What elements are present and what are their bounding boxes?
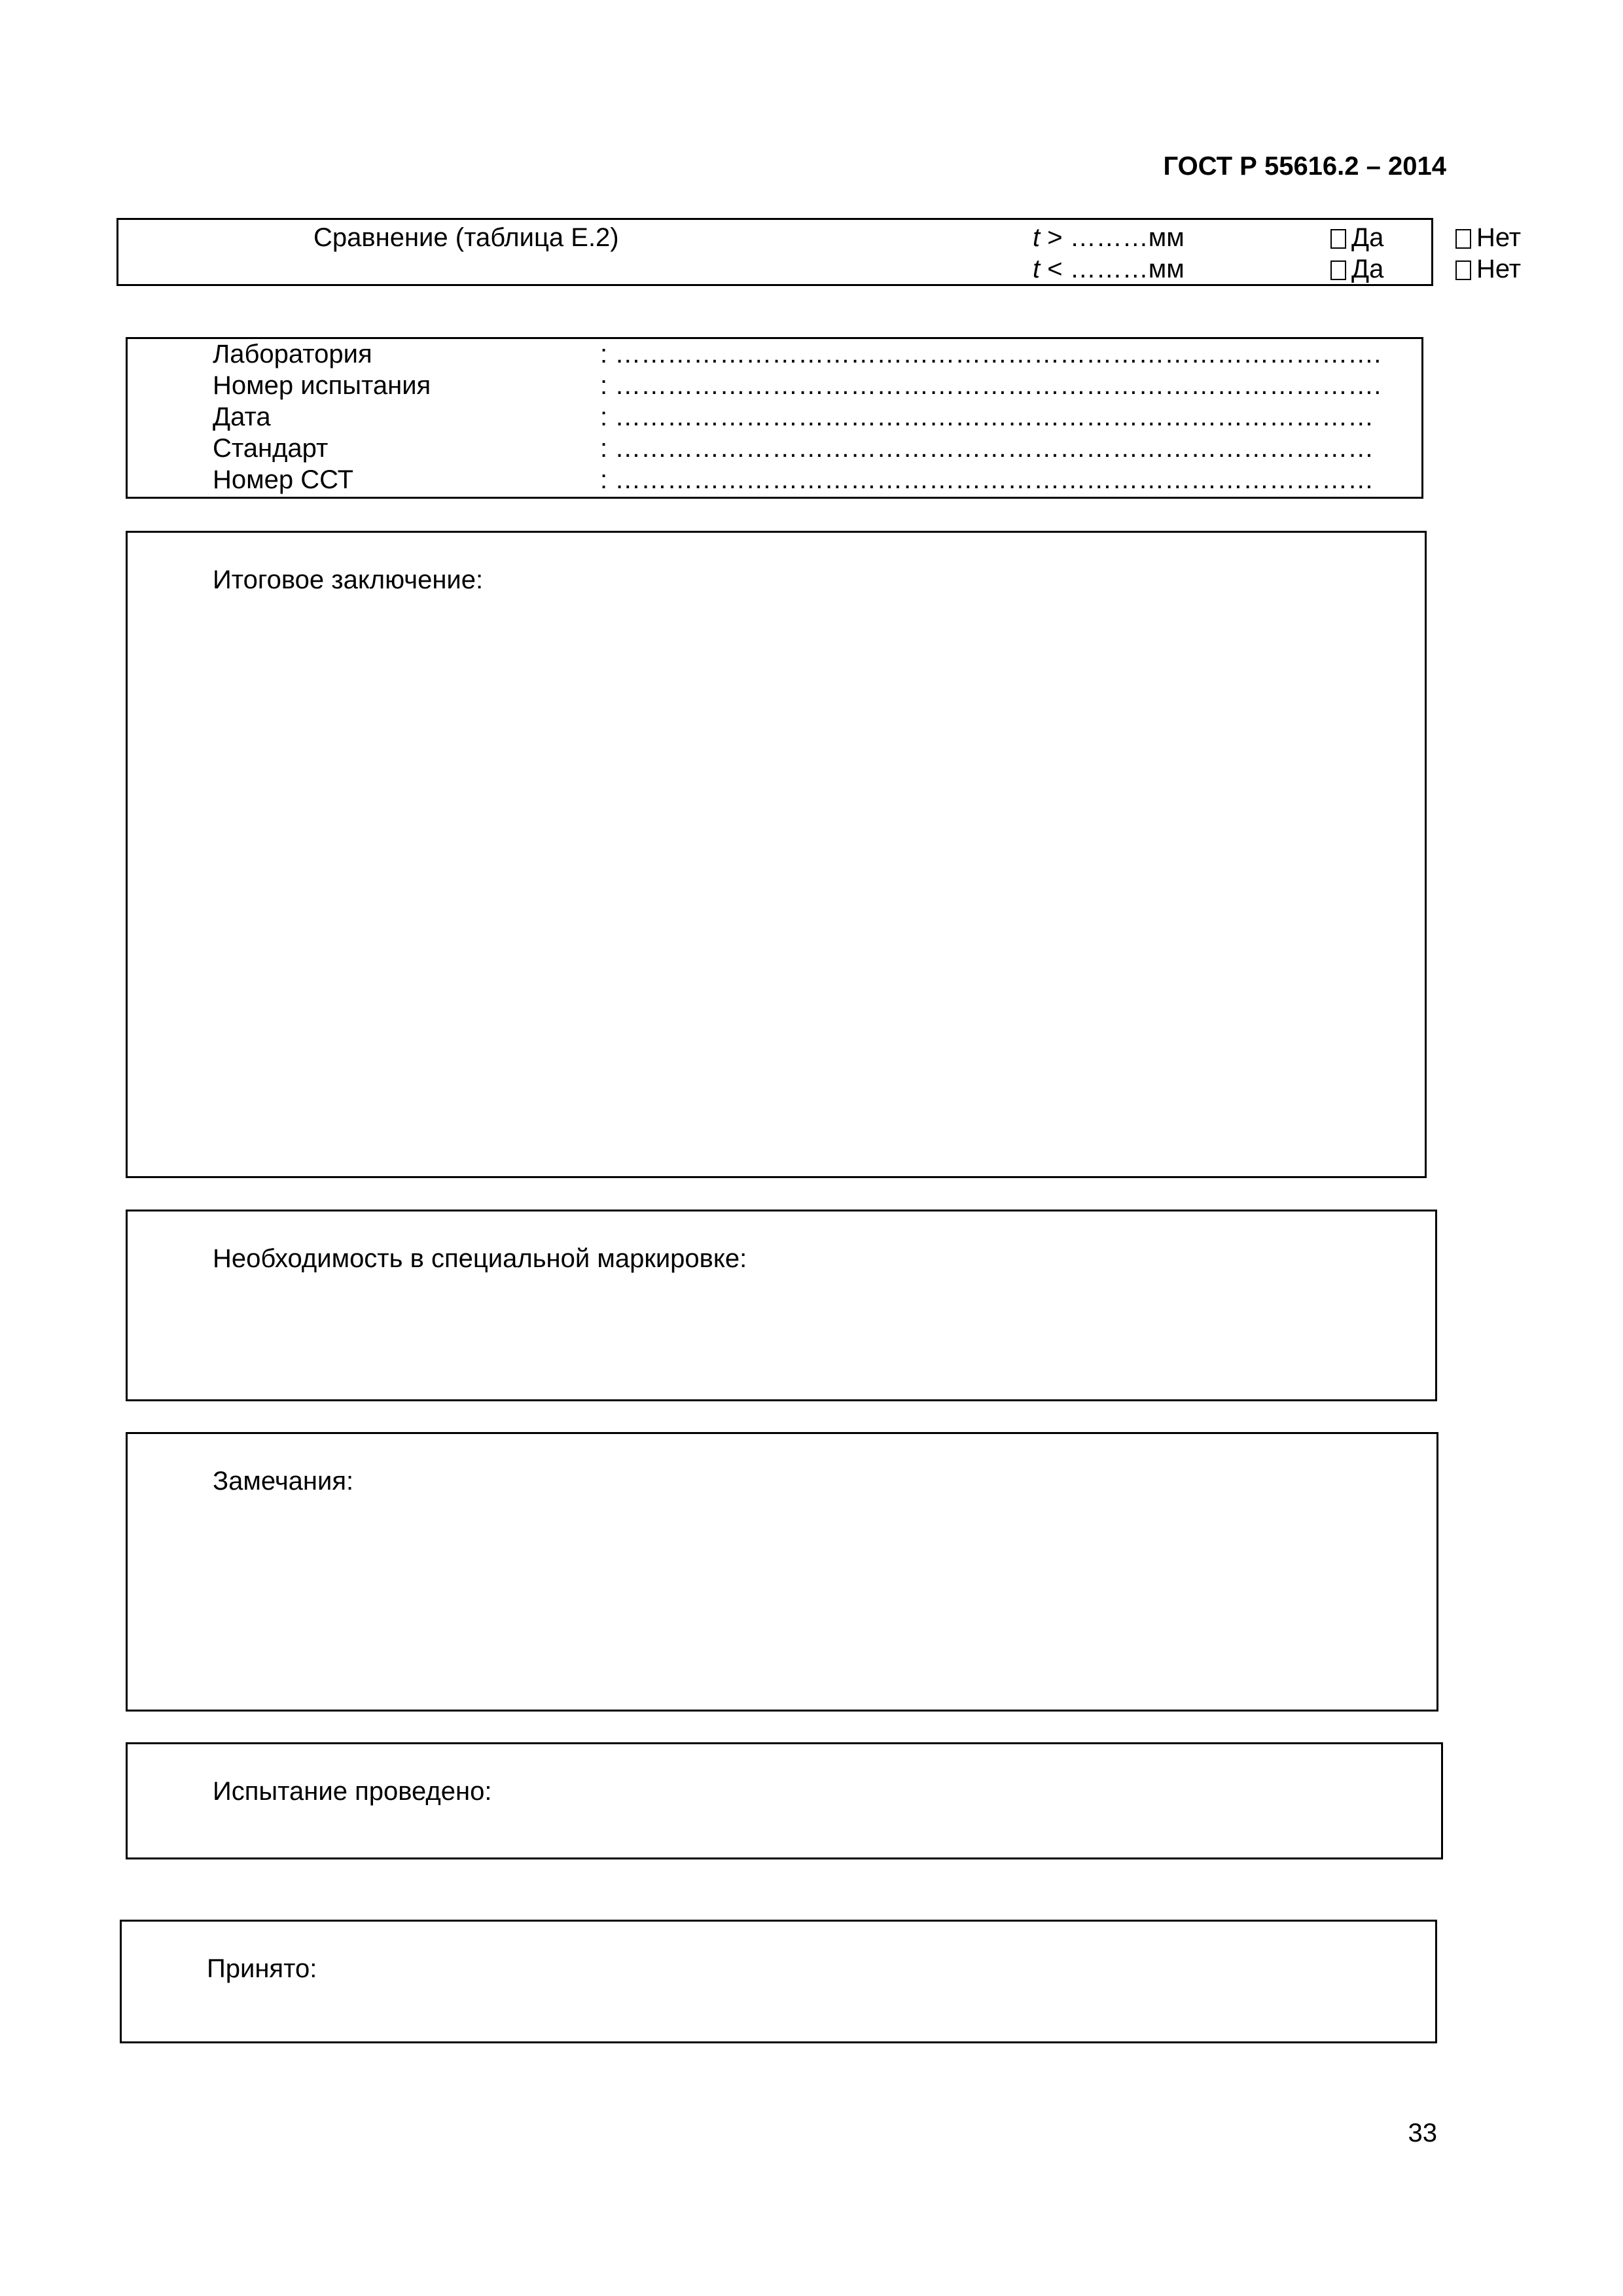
checkbox-icon[interactable] xyxy=(1330,260,1346,280)
accepted-title: Принято: xyxy=(207,1954,317,1983)
comparison-condition: > ………мм xyxy=(1040,223,1185,252)
info-value-field[interactable]: : …………………………………………………………………………… xyxy=(600,434,1374,463)
comparison-row-greater xyxy=(1033,223,1522,253)
info-row-standard xyxy=(213,433,1374,463)
yes-label: Да xyxy=(1351,223,1384,252)
checkbox-icon[interactable] xyxy=(1455,260,1471,280)
final-conclusion-box[interactable] xyxy=(126,531,1427,1178)
remarks-box[interactable] xyxy=(126,1432,1438,1712)
page-number: 33 xyxy=(1408,2119,1437,2147)
info-label: Дата xyxy=(213,403,271,431)
remarks-title: Замечания: xyxy=(213,1467,354,1496)
thickness-symbol: t xyxy=(1033,255,1041,283)
info-row-sst-number xyxy=(213,465,1374,495)
no-label: Нет xyxy=(1476,255,1522,283)
info-label: Лаборатория xyxy=(213,340,372,368)
comparison-condition: < ………мм xyxy=(1040,255,1185,283)
info-value-field[interactable]: : ……………………………………………………………………………. xyxy=(600,340,1382,368)
checkbox-icon[interactable] xyxy=(1330,229,1346,249)
no-label: Нет xyxy=(1476,223,1522,252)
info-label: Номер испытания xyxy=(213,371,431,400)
comparison-label: Сравнение (таблица Е.2) xyxy=(313,223,619,252)
info-value-field[interactable]: : …………………………………………………………………………… xyxy=(600,465,1374,494)
no-option[interactable] xyxy=(1455,254,1521,284)
final-conclusion-title: Итоговое заключение: xyxy=(213,565,484,594)
info-label: Номер ССТ xyxy=(213,465,354,494)
page-header-standard: ГОСТ Р 55616.2 – 2014 xyxy=(1163,152,1446,181)
special-marking-box[interactable] xyxy=(126,1210,1437,1401)
info-row-date xyxy=(213,402,1374,432)
thickness-symbol: t xyxy=(1033,223,1041,252)
comparison-row-less xyxy=(1033,254,1522,284)
info-value-field[interactable]: : ……………………………………………………………………………. xyxy=(600,371,1382,400)
checkbox-icon[interactable] xyxy=(1455,229,1471,249)
info-box xyxy=(126,337,1423,499)
no-option[interactable] xyxy=(1455,223,1521,253)
info-label: Стандарт xyxy=(213,434,329,463)
test-conducted-box[interactable] xyxy=(126,1742,1443,1859)
info-row-test-number xyxy=(213,370,1381,401)
comparison-box xyxy=(116,218,1522,286)
info-row-laboratory xyxy=(213,339,1381,369)
yes-label: Да xyxy=(1351,255,1384,283)
yes-option[interactable] xyxy=(1330,223,1383,253)
info-value-field[interactable]: : …………………………………………………………………………… xyxy=(600,403,1374,431)
special-marking-title: Необходимость в специальной маркировке: xyxy=(213,1244,747,1273)
yes-option[interactable] xyxy=(1330,254,1383,284)
test-conducted-title: Испытание проведено: xyxy=(213,1777,492,1806)
accepted-box[interactable] xyxy=(120,1920,1437,2043)
